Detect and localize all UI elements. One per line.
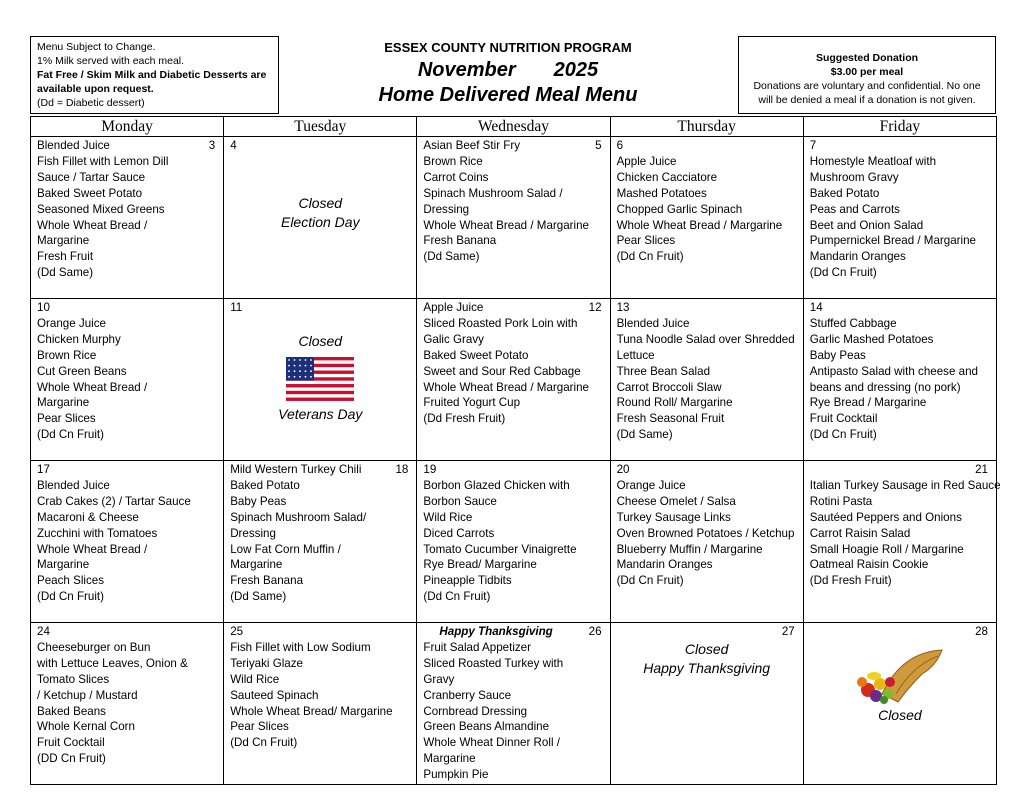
menu-item: Cut Green Beans: [37, 364, 127, 378]
day-cell: [31, 461, 224, 623]
program-name: ESSEX COUNTY NUTRITION PROGRAM: [384, 40, 632, 55]
closed-reason: Happy Thanksgiving: [643, 660, 771, 676]
menu-item: Gravy: [423, 672, 455, 686]
page-title: Home Delivered Meal Menu: [378, 84, 638, 106]
day-number: 3: [208, 139, 216, 152]
menu-item: Sauteed Spinach: [230, 688, 319, 702]
menu-item: Carrot Broccoli Slaw: [616, 380, 722, 394]
menu-item: with Lettuce Leaves, Onion &: [37, 656, 188, 670]
menu-item: Chicken Cacciatore: [616, 170, 718, 184]
menu-item: Italian Turkey Sausage in Red Sauce: [809, 478, 1001, 492]
menu-item: Whole Wheat Bread /: [37, 218, 148, 232]
menu-item: Rye Bread / Margarine: [809, 396, 927, 410]
closed-notice: [617, 640, 797, 678]
day-cell: [417, 299, 610, 461]
day-cell: [803, 137, 996, 299]
menu-item: Orange Juice: [616, 478, 686, 492]
menu-item: Fresh Banana: [230, 574, 304, 588]
menu-item: (Dd Cn Fruit): [423, 590, 491, 604]
menu-item: Margarine: [37, 396, 90, 410]
menu-item: Oven Browned Potatoes / Ketchup: [616, 526, 795, 540]
menu-item: Fresh Fruit: [37, 250, 94, 264]
day-cell: [610, 299, 803, 461]
day-header-wednesday: Wednesday: [417, 117, 610, 137]
menu-item: Seasoned Mixed Greens: [37, 202, 165, 216]
menu-item: Baked Sweet Potato: [37, 186, 143, 200]
day-number: 4: [230, 139, 237, 152]
menu-item: Blended Juice: [616, 316, 690, 330]
menu-item: Borbon Sauce: [423, 494, 497, 508]
closed-label: Closed: [298, 332, 343, 349]
menu-item: Orange Juice: [37, 316, 106, 330]
day-number: 13: [616, 301, 630, 314]
day-cell: [31, 299, 224, 461]
menu-item: Wild Rice: [423, 510, 473, 524]
menu-item: Carrot Raisin Salad: [809, 526, 911, 540]
day-number: 25: [230, 625, 244, 638]
menu-item: Sweet and Sour Red Cabbage: [423, 364, 581, 378]
day-number: 17: [37, 463, 50, 476]
menu-item: (DD Cn Fruit): [37, 752, 106, 766]
menu-item: Baked Sweet Potato: [423, 348, 529, 362]
menu-item: Whole Wheat Bread/ Margarine: [230, 704, 393, 718]
menu-item: Chopped Garlic Spinach: [616, 202, 743, 216]
menu-item: Garlic Mashed Potatoes: [809, 332, 934, 346]
menu-item: (Dd Same): [423, 250, 480, 264]
menu-item: (Dd Same): [230, 590, 287, 604]
closed-notice: [230, 194, 410, 232]
menu-item: Cornbread Dressing: [423, 704, 528, 718]
day-cell: [31, 623, 224, 785]
page-header: [280, 38, 736, 108]
month-year: [280, 58, 736, 83]
menu-item: (Dd Fresh Fruit): [809, 574, 892, 588]
menu-item: Fruit Salad Appetizer: [423, 640, 531, 654]
donation-title: Suggested Donation: [815, 52, 919, 64]
menu-item: Baked Potato: [230, 478, 300, 492]
day-number: 18: [395, 463, 409, 476]
menu-item: Tomato Cucumber Vinaigrette: [423, 542, 577, 556]
day-cell: [31, 137, 224, 299]
menu-item: Apple Juice: [616, 154, 677, 168]
menu-item: Margarine: [37, 234, 90, 248]
menu-item: Round Roll/ Margarine: [616, 396, 733, 410]
week-row: [31, 623, 997, 785]
blank-line: [810, 462, 990, 478]
menu-item: Green Beans Almandine: [423, 720, 550, 734]
menu-item: Tuna Noodle Salad over Shredded Lettuce: [616, 332, 795, 362]
us-flag-icon: [230, 357, 410, 401]
closed-notice: [810, 644, 990, 725]
menu-item: Brown Rice: [423, 154, 483, 168]
menu-item: Asian Beef Stir Fry: [423, 139, 521, 152]
day-cell: [610, 137, 803, 299]
weekday-header-row: [31, 117, 997, 137]
menu-item: Spinach Mushroom Salad/: [230, 510, 367, 524]
week-row: [31, 461, 997, 623]
day-cell: [224, 623, 417, 785]
menu-item: Pumpkin Pie: [423, 768, 489, 782]
menu-item: Sautéed Peppers and Onions: [809, 510, 962, 524]
menu-item: Whole Wheat Bread / Margarine: [616, 218, 783, 232]
menu-item: Macaroni & Cheese: [37, 510, 139, 524]
menu-item: (Dd Cn Fruit): [616, 574, 684, 588]
menu-item: Whole Wheat Bread /: [37, 542, 148, 556]
menu-item: / Ketchup / Mustard: [37, 688, 138, 702]
menu-item: Sliced Roasted Pork Loin with: [423, 316, 578, 330]
day-number: 11: [230, 301, 243, 314]
day-cell: [803, 299, 996, 461]
menu-item: Blended Juice: [37, 139, 110, 152]
day-cell: [803, 461, 1001, 623]
day-number: 12: [588, 301, 602, 314]
menu-item: (Dd Fresh Fruit): [423, 412, 506, 426]
menu-item: Mandarin Oranges: [616, 558, 713, 572]
menu-item: Sliced Roasted Turkey with: [423, 656, 564, 670]
menu-item: Blended Juice: [37, 478, 110, 492]
menu-item: Turkey Sausage Links: [616, 510, 731, 524]
menu-item: Stuffed Cabbage: [809, 316, 897, 330]
cornucopia-icon: [810, 644, 990, 706]
menu-item: Pear Slices: [616, 234, 676, 248]
menu-item: Small Hoagie Roll / Margarine: [809, 542, 964, 556]
day-number: 21: [975, 463, 988, 476]
menu-item: Peach Slices: [37, 574, 105, 588]
day-number: 26: [588, 625, 602, 638]
note-line: (Dd = Diabetic dessert): [37, 97, 145, 109]
day-cell: [610, 623, 803, 785]
menu-item: Mashed Potatoes: [616, 186, 707, 200]
donation-box: [738, 36, 996, 114]
day-cell: [610, 461, 803, 623]
day-cell: [417, 623, 610, 785]
menu-item: Fruit Cocktail: [809, 412, 878, 426]
menu-item: Whole Wheat Bread / Margarine: [423, 380, 589, 394]
holiday-label: Happy Thanksgiving: [439, 625, 553, 638]
day-header-thursday: Thursday: [610, 117, 803, 137]
menu-item: Margarine: [230, 558, 283, 572]
menu-item: Sauce / Tartar Sauce: [37, 170, 146, 184]
week-row: [31, 299, 997, 461]
menu-item: Blueberry Muffin / Margarine: [616, 542, 763, 556]
day-cell: [224, 461, 417, 623]
menu-item: (Dd Cn Fruit): [809, 428, 877, 442]
donation-text: Donations are voluntary and confidential. No one will be denied a meal if a donation is not given.: [753, 80, 981, 106]
year: 2025: [553, 59, 599, 81]
menu-item: Galic Gravy: [423, 332, 484, 346]
day-number: 28: [975, 625, 988, 638]
menu-item: Mandarin Oranges: [809, 250, 906, 264]
day-number: 7: [809, 139, 817, 152]
day-cell: [417, 461, 610, 623]
menu-item: Peas and Carrots: [809, 202, 900, 216]
menu-item: (Dd Cn Fruit): [230, 736, 298, 750]
menu-item: Whole Wheat Bread /: [37, 380, 148, 394]
menu-item: Baby Peas: [809, 348, 866, 362]
menu-item: Borbon Glazed Chicken with: [423, 478, 570, 492]
menu-item: Margarine: [37, 558, 90, 572]
menu-item: Crab Cakes (2) / Tartar Sauce: [37, 494, 191, 508]
menu-calendar: [30, 116, 1001, 785]
menu-item: Mushroom Gravy: [809, 170, 899, 184]
menu-item: (Dd Same): [616, 428, 673, 442]
menu-item: Baby Peas: [230, 494, 287, 508]
menu-item: Spinach Mushroom Salad /: [423, 186, 563, 200]
closed-label: Closed: [878, 707, 922, 723]
menu-item: Beet and Onion Salad: [809, 218, 924, 232]
day-cell: [224, 299, 417, 461]
month: November: [417, 59, 516, 81]
menu-item: Whole Kernal Corn: [37, 720, 135, 734]
menu-item: Fruit Cocktail: [37, 736, 105, 750]
donation-amount: $3.00 per meal: [830, 66, 904, 78]
day-number: 19: [423, 463, 437, 476]
day-number: 5: [595, 139, 602, 152]
day-header-tuesday: Tuesday: [224, 117, 417, 137]
menu-item: Whole Wheat Dinner Roll /: [423, 736, 560, 750]
menu-item: Fish Fillet with Lemon Dill: [37, 154, 169, 168]
menu-item: Rye Bread/ Margarine: [423, 558, 537, 572]
menu-item: Rotini Pasta: [809, 494, 873, 508]
menu-item: Dressing: [230, 526, 276, 540]
menu-item: Low Fat Corn Muffin /: [230, 542, 341, 556]
menu-item: Wild Rice: [230, 672, 280, 686]
menu-item: Fruited Yogurt Cup: [423, 396, 521, 410]
menu-item: Fish Fillet with Low Sodium: [230, 640, 371, 654]
note-line: Menu Subject to Change.: [37, 41, 156, 53]
menu-item: Carrot Coins: [423, 170, 489, 184]
menu-item: Mild Western Turkey Chili: [230, 463, 362, 476]
day-number: 27: [781, 625, 795, 638]
day-number: 24: [37, 625, 50, 638]
menu-item: (Dd Cn Fruit): [37, 428, 104, 442]
menu-item: (Dd Cn Fruit): [809, 266, 877, 280]
closed-reason: Election Day: [280, 213, 360, 230]
menu-item: Brown Rice: [37, 348, 97, 362]
calendar-body: [31, 137, 1001, 785]
day-number: 20: [616, 463, 630, 476]
menu-item: Cranberry Sauce: [423, 688, 512, 702]
day-header-friday: Friday: [803, 117, 996, 137]
menu-item: Zucchini with Tomatoes: [37, 526, 158, 540]
menu-item: Whole Wheat Bread / Margarine: [423, 218, 589, 232]
day-cell: [417, 137, 610, 299]
menu-item: Dressing: [423, 202, 470, 216]
menu-item: Cheese Omelet / Salsa: [616, 494, 736, 508]
menu-item: Pear Slices: [37, 412, 96, 426]
menu-item: Oatmeal Raisin Cookie: [809, 558, 929, 572]
closed-notice: [230, 332, 410, 424]
menu-item: Pumpernickel Bread / Margarine: [809, 234, 977, 248]
menu-notes: [30, 36, 279, 114]
menu-item: Chicken Murphy: [37, 332, 121, 346]
day-number: 6: [616, 139, 624, 152]
week-row: [31, 137, 997, 299]
menu-item: Cheeseburger on Bun: [37, 640, 151, 654]
closed-label: Closed: [298, 194, 343, 211]
note-line-bold: Fat Free / Skim Milk and Diabetic Desserts are available upon request.: [37, 69, 267, 95]
day-cell: [803, 623, 996, 785]
menu-item: Three Bean Salad: [616, 364, 711, 378]
menu-item: Pear Slices: [230, 720, 289, 734]
note-line: 1% Milk served with each meal.: [37, 55, 185, 67]
menu-item: Antipasto Salad with cheese and beans and dressing (no pork): [809, 364, 978, 394]
closed-label: Closed: [684, 641, 729, 657]
menu-item: (Dd Cn Fruit): [616, 250, 684, 264]
menu-item: (Dd Same): [37, 266, 94, 280]
menu-item: Fresh Seasonal Fruit: [616, 412, 725, 426]
menu-item: Homestyle Meatloaf with: [809, 154, 937, 168]
closed-reason: Veterans Day: [278, 405, 363, 422]
menu-item: Margarine: [423, 752, 476, 766]
day-number: 14: [809, 301, 823, 314]
menu-item: Apple Juice: [423, 301, 484, 314]
day-header-monday: Monday: [31, 117, 224, 137]
menu-item: Teriyaki Glaze: [230, 656, 303, 670]
menu-item: Baked Potato: [809, 186, 880, 200]
menu-item: (Dd Cn Fruit): [37, 590, 104, 604]
menu-item: Baked Beans: [37, 704, 106, 718]
menu-item: Tomato Slices: [37, 672, 110, 686]
menu-item: Diced Carrots: [423, 526, 495, 540]
day-cell: [224, 137, 417, 299]
menu-item: Pineapple Tidbits: [423, 574, 512, 588]
day-number: 10: [37, 301, 50, 314]
menu-item: Fresh Banana: [423, 234, 497, 248]
